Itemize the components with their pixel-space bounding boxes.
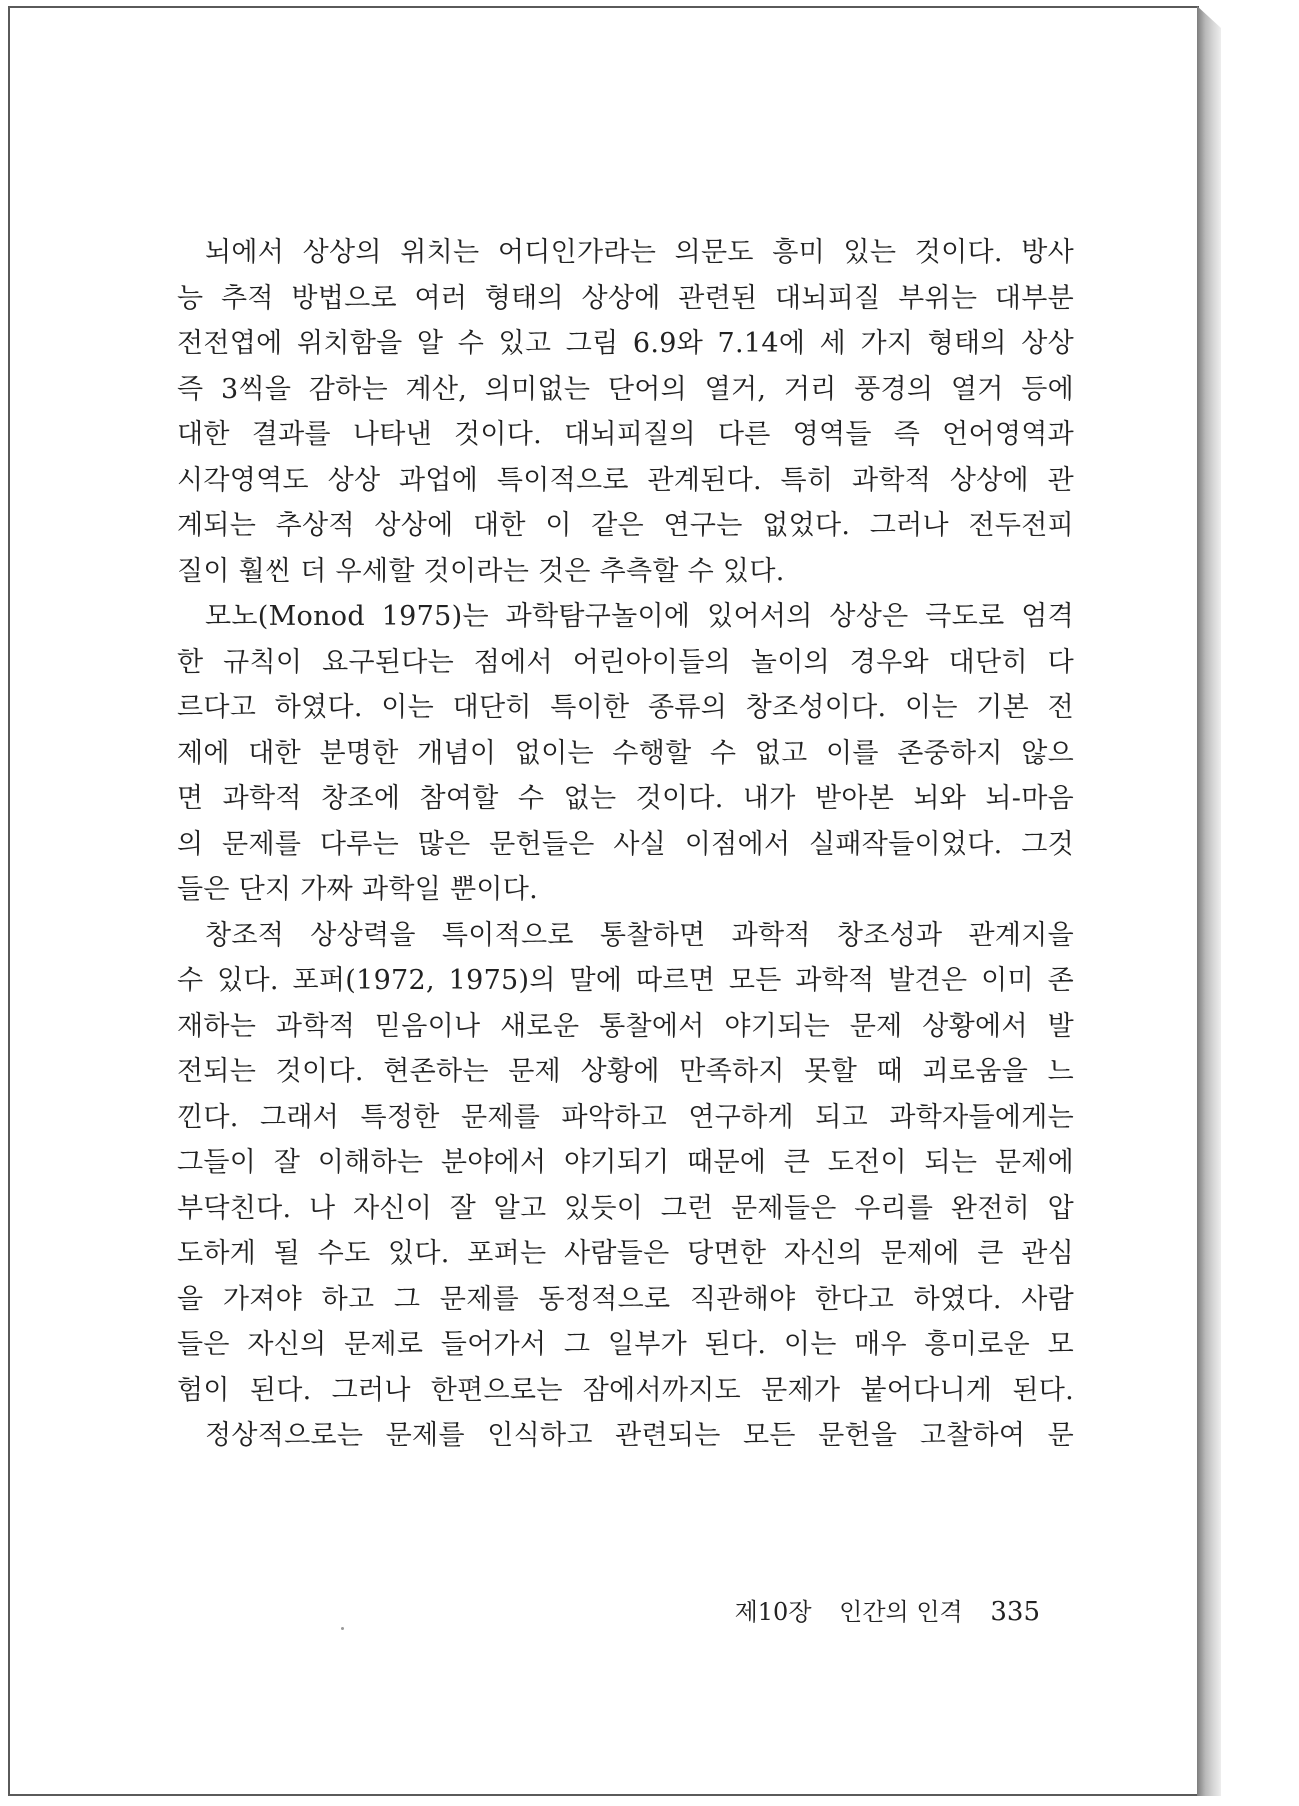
chapter-label: 제10장 — [734, 1598, 812, 1626]
text-line: 정상적으로는 문제를 인식하고 관련되는 모든 문헌을 고찰하여 문 — [205, 1420, 1074, 1451]
text-line: 모노(Monod 1975)는 과학탐구놀이에 있어서의 상상은 극도로 엄격 — [205, 601, 1074, 632]
text-line: 제에 대한 분명한 개념이 없이는 수행할 수 없고 이를 존중하지 않으 — [177, 737, 1074, 769]
text-line: 창조적 상상력을 특이적으로 통찰하면 과학적 창조성과 관계지을 — [205, 919, 1074, 951]
text-line: 즉 3씩을 감하는 계산, 의미없는 단어의 열거, 거리 풍경의 열거 등에 — [177, 373, 1074, 405]
running-footer — [0, 1592, 1040, 1627]
text-line: 르다고 하였다. 이는 대단히 특이한 종류의 창조성이다. 이는 기본 전 — [177, 692, 1074, 723]
chapter-title: 인간의 인격 — [839, 1598, 963, 1626]
paragraph-4 — [177, 1413, 1074, 1459]
text-line: 재하는 과학적 믿음이나 새로운 통찰에서 야기되는 문제 상황에서 발 — [177, 1010, 1074, 1042]
text-line: 면 과학적 창조에 참여할 수 없는 것이다. 내가 받아본 뇌와 뇌-마음 — [177, 783, 1074, 814]
text-line: 을 가져야 하고 그 문제를 동정적으로 직관해야 한다고 하였다. 사람 — [177, 1283, 1074, 1315]
text-line: 뇌에서 상상의 위치는 어디인가라는 의문도 흥미 있는 것이다. 방사 — [205, 237, 1074, 268]
text-line: 부닥친다. 나 자신이 잘 알고 있듯이 그런 문제들은 우리를 완전히 압 — [177, 1192, 1074, 1224]
text-line: 의 문제를 다루는 많은 문헌들은 사실 이점에서 실패작들이었다. 그것 — [177, 828, 1074, 860]
text-line: 수 있다. 포퍼(1972, 1975)의 말에 따르면 모든 과학적 발견은 이미 존 — [177, 965, 1074, 996]
text-line: 들은 자신의 문제로 들어가서 그 일부가 된다. 이는 매우 흥미로운 모 — [177, 1329, 1074, 1360]
body-text — [177, 230, 1074, 1459]
text-line: 시각영역도 상상 과업에 특이적으로 관계된다. 특히 과학적 상상에 관 — [177, 464, 1074, 496]
paragraph-2 — [177, 594, 1074, 913]
text-line: 도하게 될 수도 있다. 포퍼는 사람들은 당면한 자신의 문제에 큰 관심 — [177, 1238, 1074, 1269]
page-number: 335 — [990, 1597, 1040, 1627]
text-line: 들은 단지 가짜 과학일 뿐이다. — [177, 874, 538, 905]
text-line: 그들이 잘 이해하는 분야에서 야기되기 때문에 큰 도전이 되는 문제에 — [177, 1147, 1074, 1178]
text-line: 전전엽에 위치함을 알 수 있고 그림 6.9와 7.14에 세 가지 형태의 상상 — [177, 328, 1074, 359]
text-line: 대한 결과를 나타낸 것이다. 대뇌피질의 다른 영역들 즉 언어영역과 — [177, 419, 1074, 450]
text-line: 험이 된다. 그러나 한편으로는 잠에서까지도 문제가 붙어다니게 된다. — [177, 1374, 1074, 1406]
paragraph-3 — [177, 913, 1074, 1414]
text-line: 낀다. 그래서 특정한 문제를 파악하고 연구하게 되고 과학자들에게는 — [177, 1101, 1074, 1133]
text-line: 질이 훨씬 더 우세할 것이라는 것은 추측할 수 있다. — [177, 555, 785, 587]
text-line: 계되는 추상적 상상에 대한 이 같은 연구는 없었다. 그러나 전두전피 — [177, 510, 1074, 541]
text-line: 전되는 것이다. 현존하는 문제 상황에 만족하지 못할 때 괴로움을 느 — [177, 1056, 1074, 1087]
text-line: 능 추적 방법으로 여러 형태의 상상에 관련된 대뇌피질 부위는 대부분 — [177, 282, 1074, 314]
paragraph-1 — [177, 230, 1074, 594]
scan-speck — [341, 1627, 344, 1630]
text-line: 한 규칙이 요구된다는 점에서 어린아이들의 놀이의 경우와 대단히 다 — [177, 646, 1074, 678]
page-edge-shadow — [1197, 6, 1221, 1796]
